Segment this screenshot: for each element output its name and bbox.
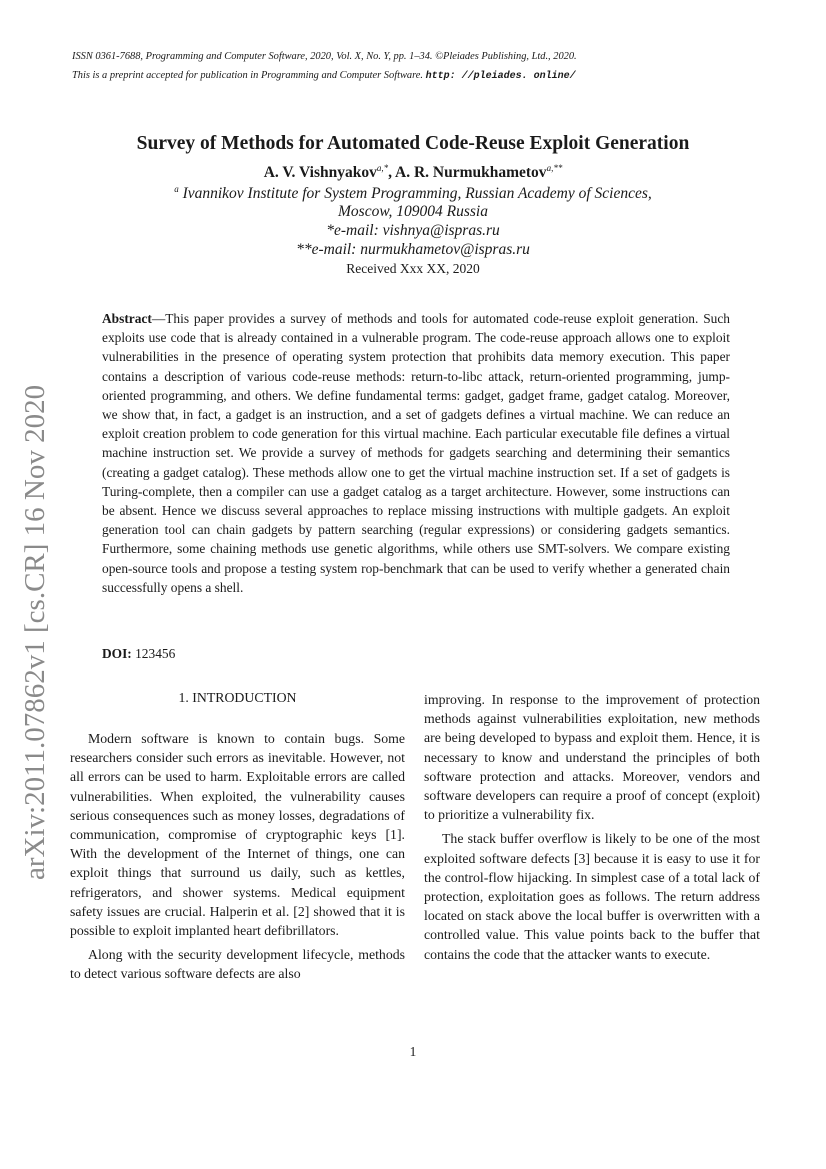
abstract-dash: — [151,311,166,326]
author-separator: , [388,164,395,182]
author-name: A. R. Nurmukhametov [395,164,547,182]
publisher-url-link[interactable]: http: //pleiades. online/ [425,71,576,82]
journal-header-line [72,51,577,62]
abstract-label: Abstract [102,311,152,326]
affiliation-line [0,184,826,203]
section-heading: 1. INTRODUCTION [178,690,297,705]
abstract-text: This paper provides a survey of methods and tools for automated code-reuse exploit generation. Such exploits use code that is already contained in a vulnerable program. The code-reuse approach allows one to exploit vulnerabilities in the presence of operating system protection that prohibits data memory execution. This paper contains a description of various code-reuse methods: return-to-libc attack, return-oriented programming, jump-oriented programming, and others. We define fundamental terms: gadget, gadget frame, gadget catalog. Moreover, we show that, in fact, a gadget is an instruction, and a set of gadgets defines a virtual machine. We can reduce an exploit creation problem to code generation for this virtual machine. Each particular executable file defines a virtual machine instruction set. We provide a survey of methods for gadgets searching and determining their semantics (creating a gadget catalog). These methods allow one to get the virtual machine instruction set. If a set of gadgets is Turing-complete, then a compiler can use a gadget catalog as a target architecture. However, some instructions can be absent. Hence we discuss several approaches to replace missing instructions with multiple gadgets. An exploit generation tool can chain gadgets by pattern searching (regular expressions) or considering gadgets semantics. Furthermore, some chaining methods use genetic algorithms, while others use SMT-solvers. We compare existing open-source tools and propose a testing system rop-benchmark that can be used to verify whether a generated chain successfully opens a shell. [102,311,730,595]
author-list [0,163,826,182]
page-number: 1 [409,1044,417,1059]
author-affiliation-mark: a,* [376,163,389,173]
received-date: Received Xxx XX, 2020 [346,261,480,276]
preprint-notice: This is a preprint accepted for publication in Programming and Computer Software. [72,70,423,81]
email-line: **e-mail: nurmukhametov@ispras.ru [296,241,530,258]
body-paragraph: The stack buffer overflow is likely to be one of the most exploited software defects [3] because it is easy to use it for the control-flow hijacking. In simplest case of a total lack of protection, exploitation goes as follows. The return address located on stack above the local buffer is overwritten with a controlled value. This value points back to the buffer that contains the code that the attacker wants to execute. [424,831,760,962]
body-paragraph: Modern software is known to contain bugs. Some researchers consider such errors as inevitable. However, not all errors can be used to harm. Exploitable errors are called vulnerabilities. When exploited, the vulnerability causes serious consequences such as money losses, degradations of communication, compromise of cryptographic keys [1]. With the development of the Internet of things, one can exploit things that surround us daily, such as kettles, refrigerators, and shower systems. Medical equipment safety issues are crucial. Halperin et al. [2] showed that it is possible to exploit implanted heart defibrillators. [70,731,405,939]
body-paragraph: Along with the security development lifecycle, methods to detect various software defects are also [70,947,405,982]
body-paragraph: improving. In response to the improvement of protection methods against vulnerabilities exploitation, new methods are being developed to bypass and exploit them. Hence, it is necessary to know and understand the principles of both software protection and attacks. Moreover, vendors and software developers can require a proof of concept (exploit) to prioritize a vulnerability fix. [424,692,760,823]
preprint-notice-line [72,70,576,82]
doi-label: DOI: [102,646,132,661]
arxiv-identifier: arXiv:2011.07862v1 [cs.CR] 16 Nov 2020 [19,384,51,880]
affiliation-location: Moscow, 109004 Russia [338,203,488,220]
paper-title: Survey of Methods for Automated Code-Reuse Exploit Generation [136,133,690,154]
affiliation-mark: a [174,184,179,194]
journal-citation: ISSN 0361-7688, Programming and Computer Software, 2020, Vol. X, No. Y, pp. 1–34. ©Pleiades Publishing, Ltd., 2020. [72,51,577,62]
author-name: A. V. Vishnyakov [263,164,377,182]
affiliation-institute: Ivannikov Institute for System Programming, Russian Academy of Sciences, [182,185,652,203]
author-affiliation-mark: a,** [546,163,563,173]
email-line: *e-mail: vishnya@ispras.ru [326,222,500,239]
right-column [424,690,760,964]
abstract-block [102,309,730,597]
left-column [70,729,405,984]
doi-line [102,646,175,662]
doi-value: 123456 [131,646,176,661]
